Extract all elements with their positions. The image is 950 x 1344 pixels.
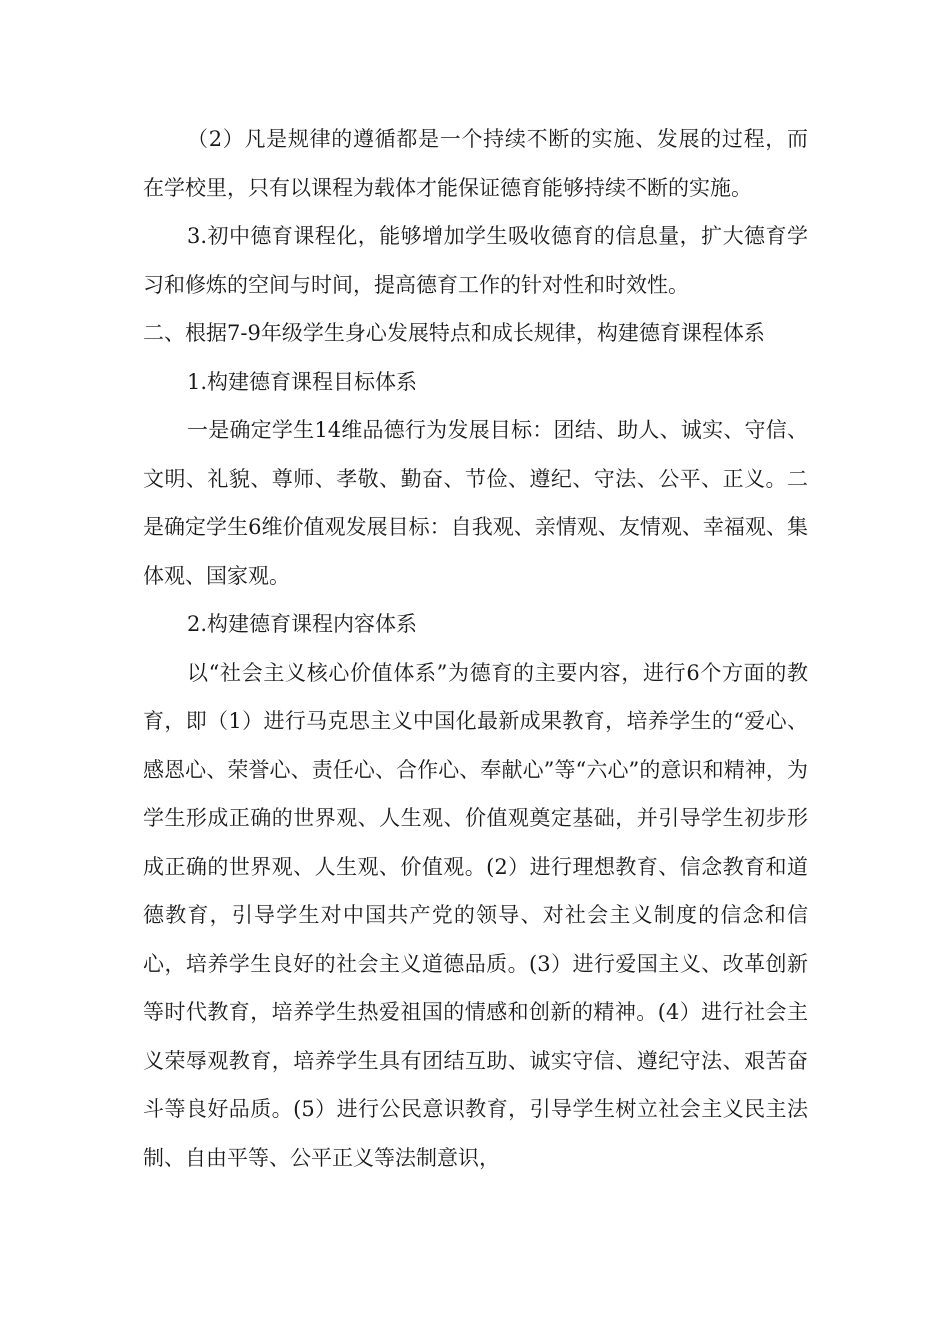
paragraph-rule-continuity: （2）凡是规律的遵循都是一个持续不断的实施、发展的过程，而在学校里，只有以课程为载体才能保证德育能够持续不断的实施。 — [143, 127, 808, 200]
paragraph-curriculum-benefit: 3.初中德育课程化，能够增加学生吸收德育的信息量，扩大德育学习和修炼的空间与时间，提高德育工作的针对性和时效性。 — [143, 224, 808, 297]
subheading-goal-system: 1.构建德育课程目标体系 — [187, 369, 418, 394]
subheading-content-system: 2.构建德育课程内容体系 — [187, 612, 418, 636]
paragraph-content-details: 以“社会主义核心价值体系”为德育的主要内容，进行6个方面的教育，即（1）进行马克思主义中国化最新成果教育，培养学生的“爱心、感恩心、荣誉心、责任心、合作心、奉献心”等“六心”的意识和精神，为学生形成正确的世界观、人生观、价值观奠定基础，并引导学生初步形成正确的世界观、人生观、价值观。(2）进行理想教育、信念教育和道德教育，引导学生对中国共产党的领导、对社会主义制度的信念和信心，培养学生良好的社会主义道德品质。(3）进行爱国主义、改革创新等时代教育，培养学生热爱祖国的情感和创新的精神。(4）进行社会主义荣辱观教育，培养学生具有团结互助、诚实守信、遵纪守法、艰苦奋斗等良好品质。(5）进行公民意识教育，引导学生树立社会主义民主法制、自由平等、公平正义等法制意识， — [143, 660, 808, 1170]
section-heading-two: 二、根据7-9年级学生身心发展特点和成长规律，构建德育课程体系 — [143, 321, 765, 345]
document-body — [143, 115, 808, 1182]
paragraph-goal-details: 一是确定学生14维品德行为发展目标：团结、助人、诚实、守信、文明、礼貌、尊师、孝敬、勤奋、节俭、遵纪、守法、公平、正义。二是确定学生6维价值观发展目标：自我观、亲情观、友情观、幸福观、集体观、国家观。 — [143, 418, 808, 588]
